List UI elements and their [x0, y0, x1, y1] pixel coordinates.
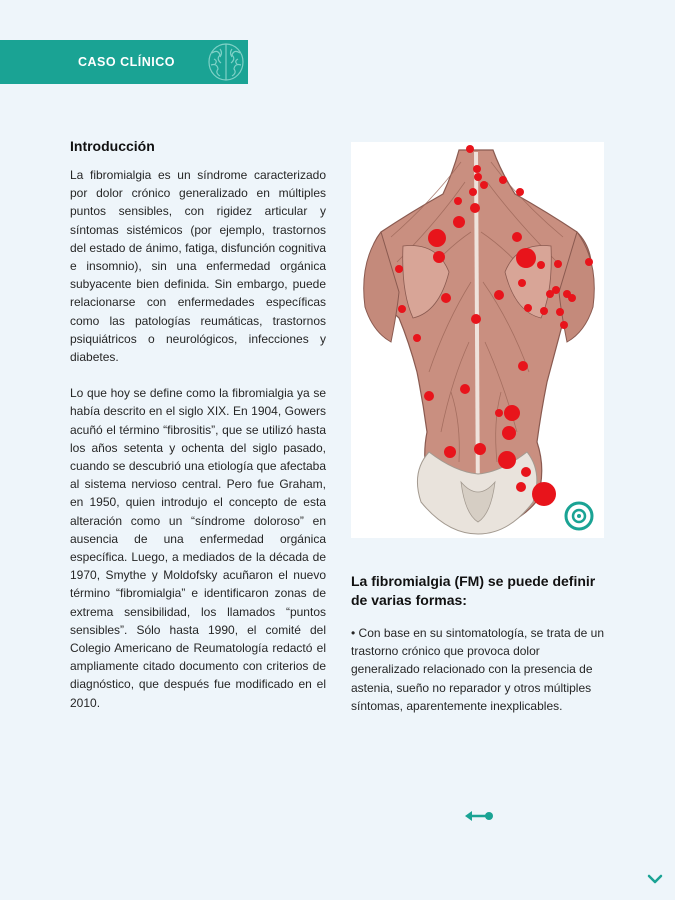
- target-icon: [566, 503, 592, 529]
- chevron-down-icon[interactable]: [647, 874, 663, 884]
- section-banner: [0, 40, 248, 84]
- back-muscles: [369, 150, 591, 530]
- definition-heading: La fibromialgia (FM) se puede definir de varias formas:: [351, 573, 596, 608]
- back-arrow-icon[interactable]: [464, 810, 494, 822]
- intro-column: [70, 138, 326, 730]
- brain-icon: [206, 41, 246, 83]
- definition-section: [351, 572, 605, 715]
- definition-bullet: • Con base en su sintomatología, se trata de un trastorno crónico que provoca dolor generalizado relacionado con la presencia de astenia, sueño no reparador y otros múltiples síntomas, aparentemente inexplicables.: [351, 626, 605, 713]
- back-anatomy-figure: [351, 142, 604, 538]
- section-label: CASO CLÍNICO: [78, 55, 175, 69]
- intro-paragraph-1: La fibromialgia es un síndrome caracterizado por dolor crónico generalizado en múltiples puntos sensibles, con rigidez articular y síntomas sistémicos (por ejemplo, trastornos del estado de ánimo, fatiga, disfunción cognitiva e insomnio), sin una enfermedad orgánica subyacente bien definida. Sin embargo, puede relacionarse con enfermedades específicas como las patologías reumáticas, trastornos psiquiátricos o neurológicos, infecciones y diabetes.: [70, 168, 326, 365]
- intro-paragraph-2: Lo que hoy se define como la fibromialgia ya se había descrito en el siglo XIX. En 1904, Gowers acuñó el término “fibrositis”, que se utilizó hasta los años setenta y ochenta del siglo pasado, cuando se descubrió una etiología que afectaba al sistema nervioso central. Pero fue Graham, en 1950, quien introdujo el concepto de esta alteración como un “síndrome doloroso” en ausencia de una enfermedad orgánica específica. Luego, a mediados de la década de 1970, Smythe y Moldofsky acuñaron el nuevo término “fibromialgia” e identificaron zonas de extrema sensibilidad, los llamados “puntos sensibles”. Sólo hasta 1990, el comité del Colegio Americano de Reumatología redactó el ampliamente citado documento con criterios de diagnóstico, que después fue modificado en el 2010.: [70, 386, 326, 710]
- intro-heading: Introducción: [70, 138, 155, 154]
- anatomy-illustration: [351, 142, 604, 538]
